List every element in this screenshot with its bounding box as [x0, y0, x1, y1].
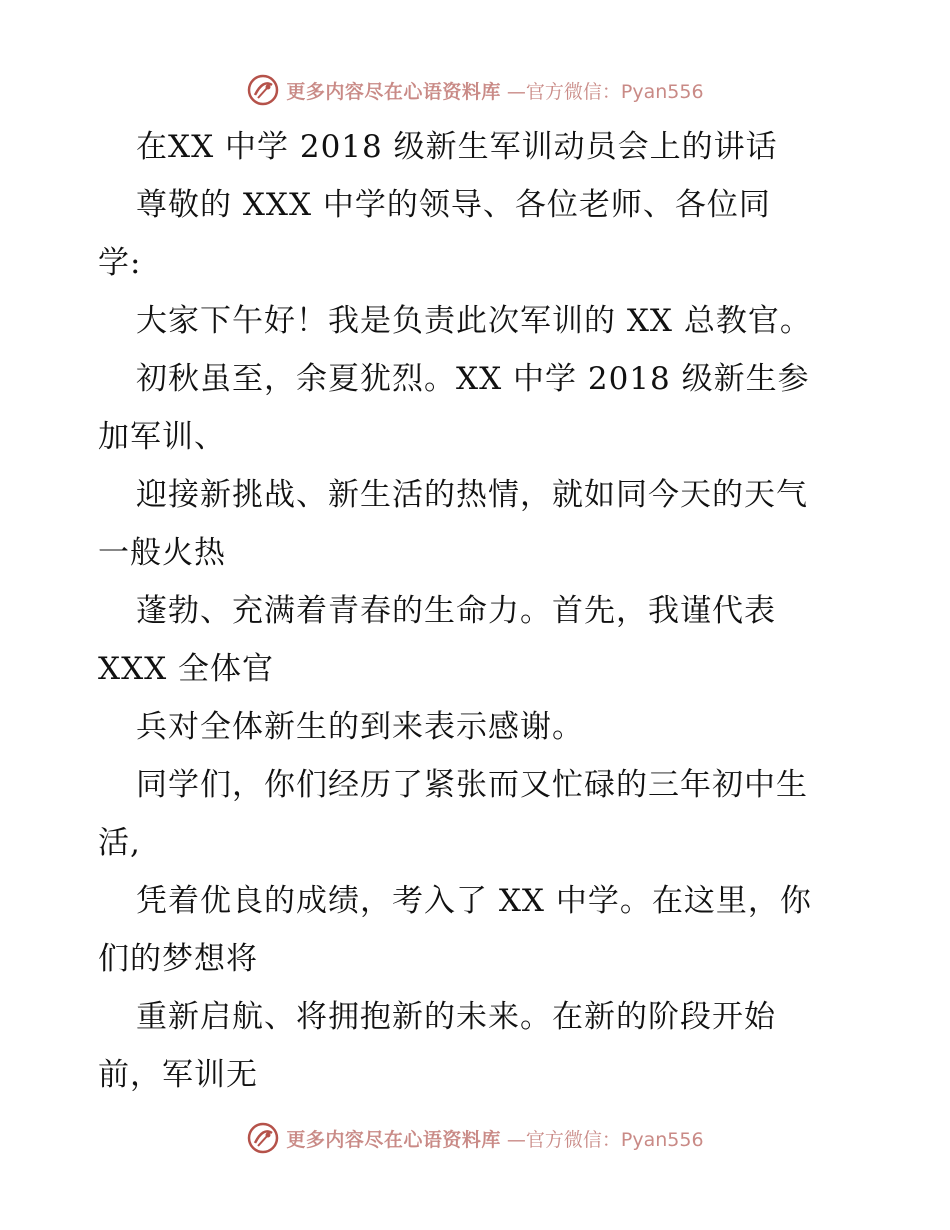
banner-main-text: 更多内容尽在心语资料库 [286, 80, 501, 103]
footer-banner-inner [246, 1121, 703, 1155]
header-banner-inner [246, 73, 703, 107]
text-line: 兵对全体新生的到来表示感谢。 [136, 709, 584, 745]
header-banner [0, 70, 950, 110]
text-line: 加军训、 [98, 419, 226, 455]
footer-banner [0, 1118, 950, 1158]
logo-icon [246, 1121, 280, 1155]
text-line: 前，军训无 [98, 1057, 258, 1093]
text-line: 尊敬的 XXX 中学的领导、各位老师、各位同 [136, 187, 771, 223]
logo-icon [246, 73, 280, 107]
text-line: 学: [98, 245, 142, 281]
text-line: 重新启航、将拥抱新的未来。在新的阶段开始 [136, 999, 776, 1035]
text-line: 同学们，你们经历了紧张而又忙碌的三年初中生 [136, 767, 808, 803]
text-line: 活, [98, 825, 141, 861]
text-line: XXX 全体官 [98, 651, 275, 687]
text-line: 蓬勃、充满着青春的生命力。首先，我谨代表 [136, 593, 776, 629]
text-line: 一般火热 [98, 535, 226, 571]
banner-main-text: 更多内容尽在心语资料库 [286, 1128, 501, 1151]
text-line: 大家下午好！我是负责此次军训的 XX 总教官。 [136, 303, 812, 339]
document-body [98, 118, 858, 1104]
text-line: 们的梦想将 [98, 941, 258, 977]
banner-sub-text: —官方微信：Pyan556 [506, 80, 704, 103]
text-line: 迎接新挑战、新生活的热情，就如同今天的天气 [136, 477, 808, 513]
banner-sub-text: —官方微信：Pyan556 [506, 1128, 704, 1151]
text-line: 初秋虽至，余夏犹烈。XX 中学 2018 级新生参 [136, 361, 810, 397]
document-title: 在XX 中学 2018 级新生军训动员会上的讲话 [136, 129, 778, 165]
text-line: 凭着优良的成绩，考入了 XX 中学。在这里，你 [136, 883, 812, 919]
